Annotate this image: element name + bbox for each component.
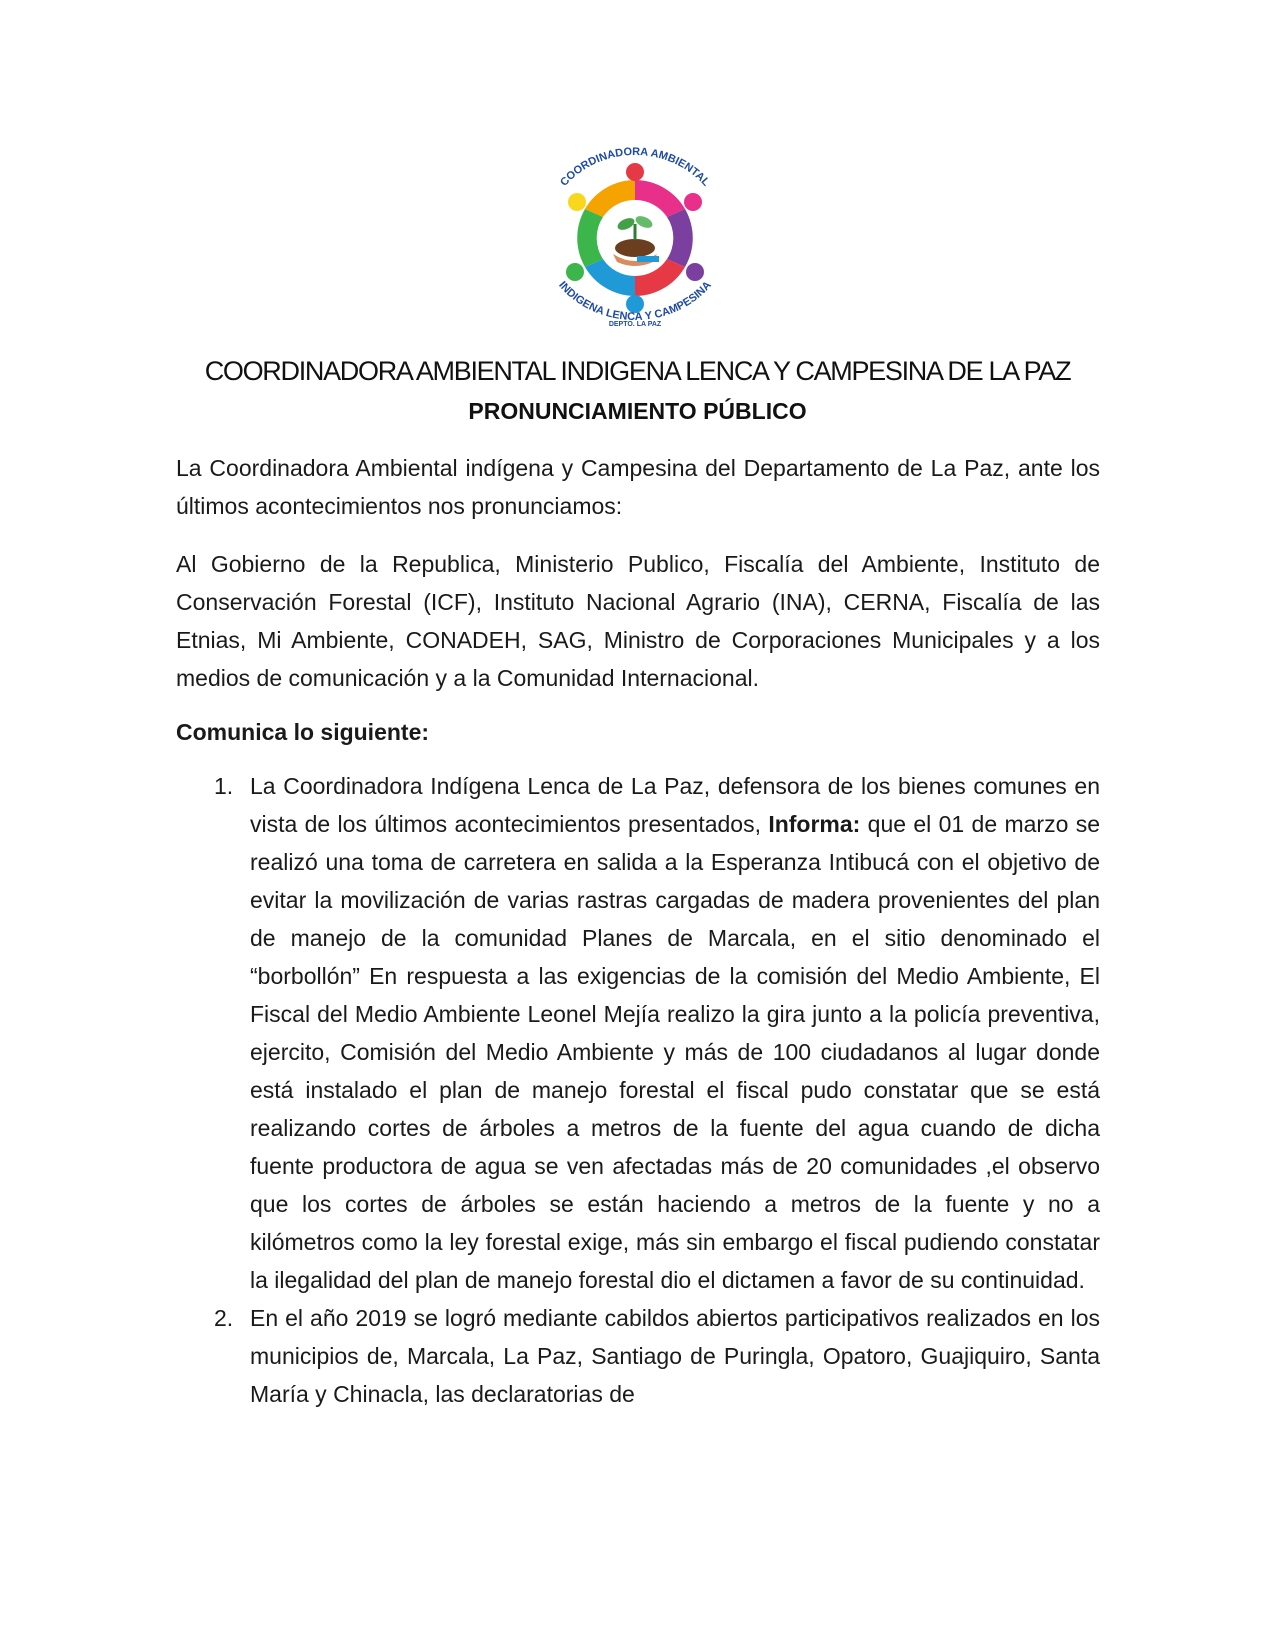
list-item-number: 1. (214, 773, 234, 799)
organization-title: COORDINADORA AMBIENTAL INDIGENA LENCA Y CAMPESINA DE LA PAZ (204, 356, 1071, 386)
communicates-heading: Comunica lo siguiente: (176, 719, 430, 745)
list-item (176, 1299, 1100, 1413)
list-item-text: La Coordinadora Indígena Lenca de La Paz, defensora de los bienes comunes en vista de los últimos acontecimientos presentados, (250, 773, 1100, 837)
logo-emblem-icon (525, 140, 745, 330)
list-item-number: 2. (214, 1305, 234, 1331)
sprout-icon (613, 214, 659, 266)
logo-bottom-text: INDIGENA LENCA Y CAMPESINA (556, 279, 714, 324)
document-title: PRONUNCIAMIENTO PÚBLICO (468, 398, 807, 424)
statement-list (176, 767, 1100, 1413)
logo-footer-text: DEPTO. LA PAZ (608, 321, 662, 328)
list-item-text: que el 01 de marzo se realizó una toma de carretera en salida a la Esperanza Intibucá con el objetivo de evitar la movilización de varias rastras cargadas de madera provenientes del plan de manejo de la comunidad Planes de Marcala, en el sitio denominado el “borbollón” En respuesta a las exigencias de la comisión del Medio Ambiente, El Fiscal del Medio Ambiente Leonel Mejía realizo la gira junto a la policía preventiva, ejercito, Comisión del Medio Ambiente y más de 100 ciudadanos al lugar donde está instalado el plan de manejo forestal el fiscal pudo constatar que se está realizando cortes de árboles a metros de la fuente del agua cuando de dicha fuente productora de agua se ven afectadas más de 20 comunidades ,el observo que los cortes de árboles se están haciendo a metros de la fuente y no a kilómetros como la ley forestal exige, más sin embargo el fiscal pudiendo constatar la ilegalidad del plan de manejo forestal dio el dictamen a favor de su continuidad. (250, 811, 1100, 1293)
organization-logo (525, 140, 745, 330)
list-item (176, 767, 1100, 1299)
logo-top-text: COORDINADORA AMBIENTAL (558, 145, 712, 189)
intro-paragraph: La Coordinadora Ambiental indígena y Campesina del Departamento de La Paz, ante los últimos acontecimientos nos pronunciamos: (176, 455, 1100, 519)
list-item-text: En el año 2019 se logró mediante cabildos abiertos participativos realizados en los municipios de, Marcala, La Paz, Santiago de Puringla, Opatoro, Guajiquiro, Santa María y Chinacla, las declaratorias de (250, 1305, 1100, 1407)
list-item-bold-text: Informa: (768, 811, 861, 837)
recipients-paragraph: Al Gobierno de la Republica, Ministerio Publico, Fiscalía del Ambiente, Instituto de Conservación Forestal (ICF), Instituto Nacional Agrario (INA), CERNA, Fiscalía de las Etnias, Mi Ambiente, CONADEH, SAG, Ministro de Corporaciones Municipales y a los medios de comunicación y a la Comunidad Internacional. (176, 551, 1100, 691)
